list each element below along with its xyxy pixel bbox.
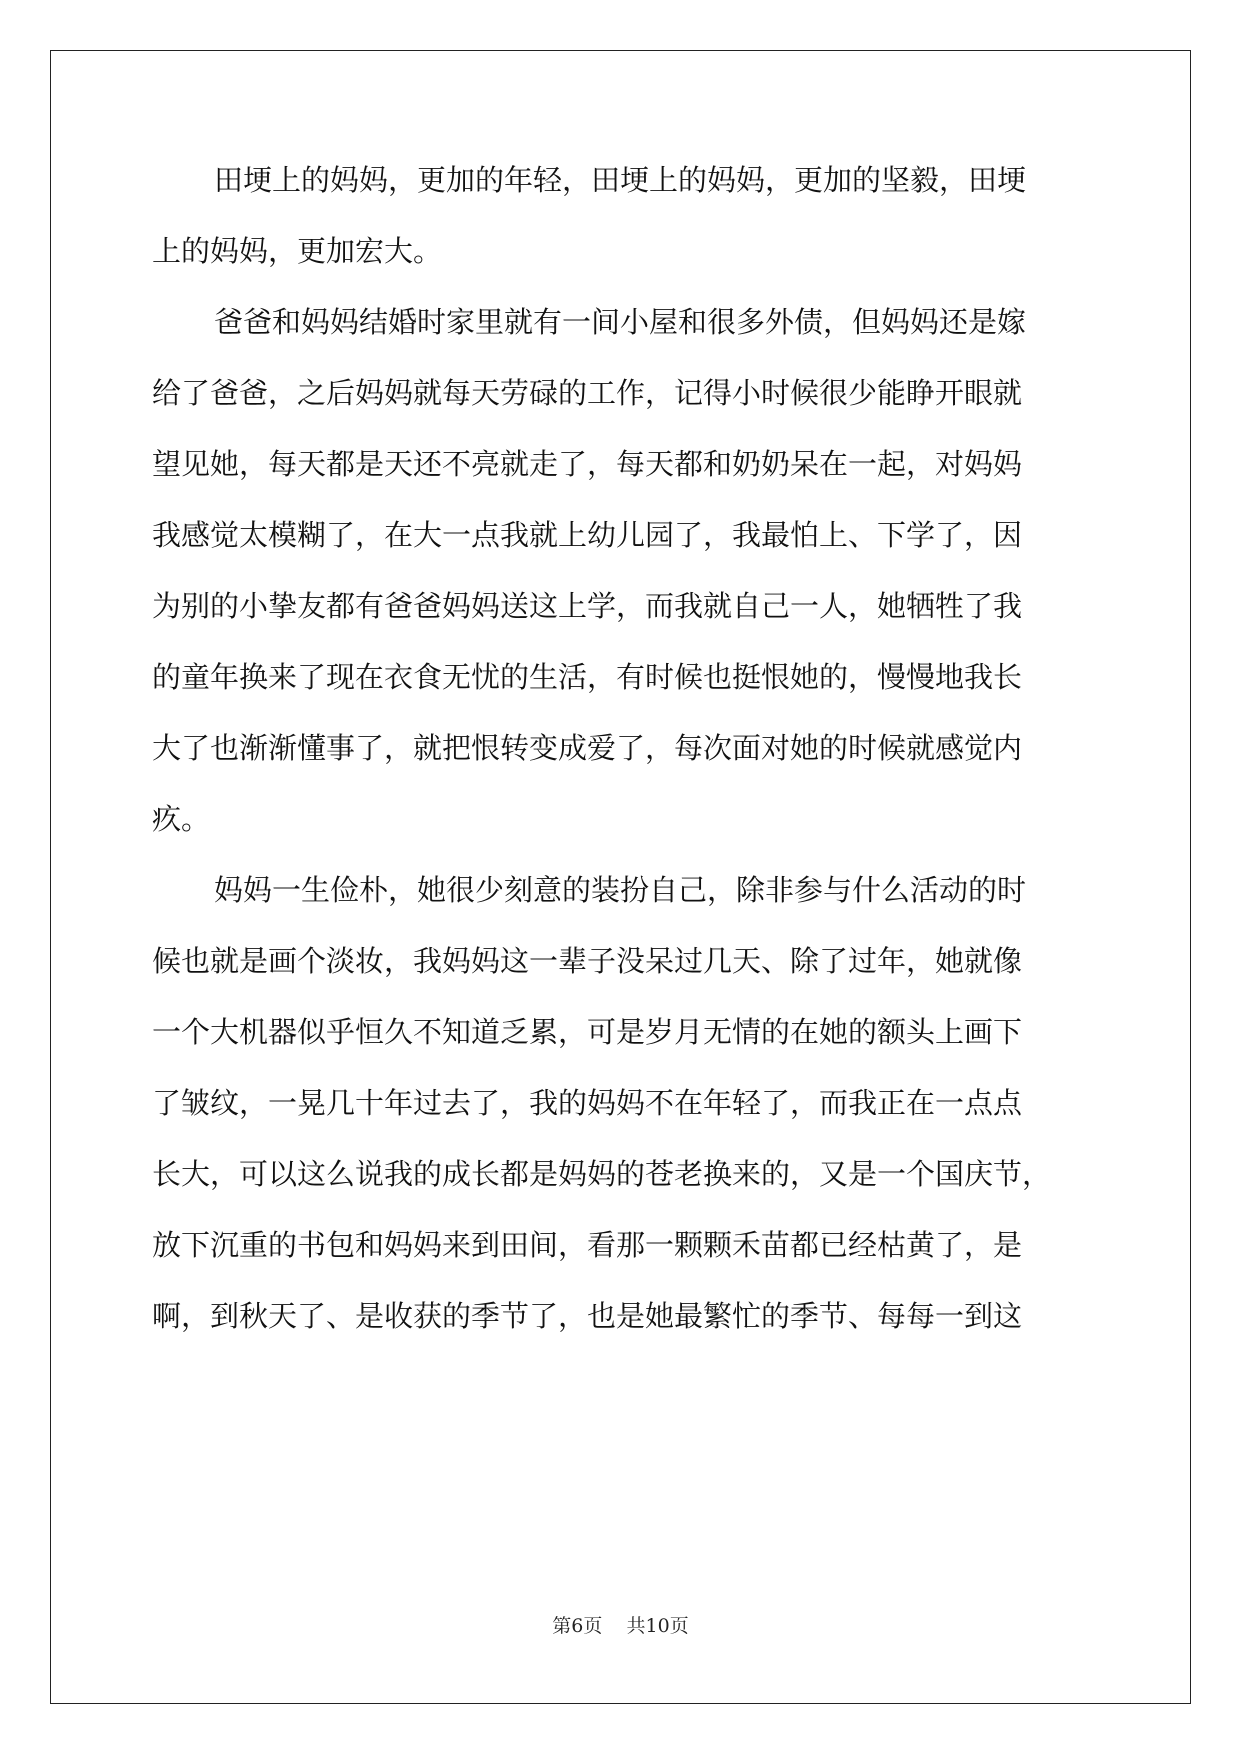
text-line: 我感觉太模糊了，在大一点我就上幼儿园了，我最怕上、下学了，因 xyxy=(152,518,1023,552)
text-line: 大了也渐渐懂事了，就把恨转变成爱了，每次面对她的时候就感觉内 xyxy=(152,731,1023,765)
page-footer xyxy=(0,1614,1241,1638)
text-line: 给了爸爸，之后妈妈就每天劳碌的工作，记得小时候很少能睁开眼就 xyxy=(152,376,1023,410)
page-number: 第6页 xyxy=(552,1615,603,1637)
text-line: 妈妈一生俭朴，她很少刻意的装扮自己，除非参与什么活动的时 xyxy=(214,873,1027,907)
text-line: 候也就是画个淡妆，我妈妈这一辈子没呆过几天、除了过年，她就像 xyxy=(152,944,1023,978)
text-line: 田埂上的妈妈，更加的年轻，田埂上的妈妈，更加的坚毅，田埂 xyxy=(214,163,1027,197)
text-line: 了皱纹，一晃几十年过去了，我的妈妈不在年轻了，而我正在一点点 xyxy=(152,1086,1023,1120)
text-line: 一个大机器似乎恒久不知道乏累，可是岁月无情的在她的额头上画下 xyxy=(152,1015,1023,1049)
text-line: 上的妈妈，更加宏大。 xyxy=(152,234,443,268)
text-line: 爸爸和妈妈结婚时家里就有一间小屋和很多外债，但妈妈还是嫁 xyxy=(214,305,1027,339)
text-line: 的童年换来了现在衣食无忧的生活，有时候也挺恨她的，慢慢地我长 xyxy=(152,660,1023,694)
text-line: 疚。 xyxy=(152,802,211,836)
text-line: 放下沉重的书包和妈妈来到田间，看那一颗颗禾苗都已经枯黄了，是 xyxy=(152,1228,1023,1262)
text-line: 啊，到秋天了、是收获的季节了，也是她最繁忙的季节、每每一到这 xyxy=(152,1299,1023,1333)
text-line: 长大，可以这么说我的成长都是妈妈的苍老换来的，又是一个国庆节， xyxy=(152,1157,1052,1191)
text-line: 望见她，每天都是天还不亮就走了，每天都和奶奶呆在一起，对妈妈 xyxy=(152,447,1023,481)
page-total: 共10页 xyxy=(626,1615,689,1637)
text-line: 为别的小挚友都有爸爸妈妈送这上学，而我就自己一人，她牺牲了我 xyxy=(152,589,1023,623)
